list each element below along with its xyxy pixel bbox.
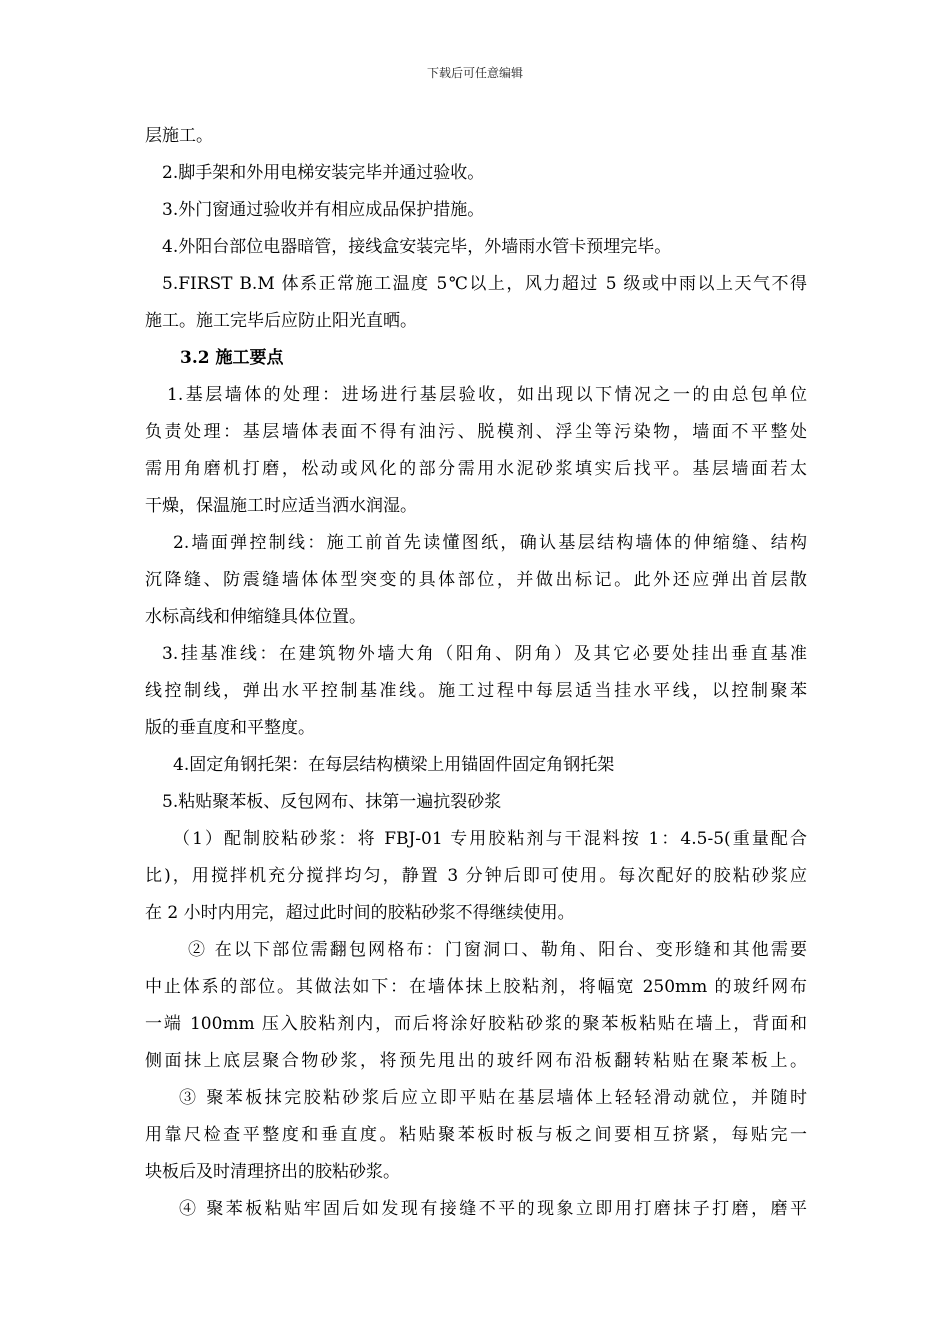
text-line: 5.FIRST B.M 体系正常施工温度 5℃以上，风力超过 5 级或中雨以上天气不得 <box>162 274 807 294</box>
text-line: 用靠尺检查平整度和垂直度。粘贴聚苯板时板与板之间要相互挤紧，每贴完一 <box>145 1125 807 1145</box>
text-line: 干燥，保温施工时应适当洒水润湿。 <box>145 496 417 516</box>
section-heading: 3.2 施工要点 <box>180 348 284 368</box>
text-line: 侧面抹上底层聚合物砂浆，将预先甩出的玻纤网布沿板翻转粘贴在聚苯板上。 <box>145 1051 807 1071</box>
text-line: ④ 聚苯板粘贴牢固后如发现有接缝不平的现象立即用打磨抹子打磨，磨平 <box>179 1199 807 1219</box>
text-line: 施工。施工完毕后应防止阳光直晒。 <box>145 311 417 331</box>
text-line: 中止体系的部位。其做法如下：在墙体抹上胶粘剂，将幅宽 250mm 的玻纤网布 <box>145 977 807 997</box>
document-body <box>145 118 807 1228</box>
text-line: ③ 聚苯板抹完胶粘砂浆后应立即平贴在基层墙体上轻轻滑动就位，并随时 <box>179 1088 807 1108</box>
text-line: 5.粘贴聚苯板、反包网布、抹第一遍抗裂砂浆 <box>162 792 502 812</box>
text-line: 4.固定角钢托架：在每层结构横梁上用锚固件固定角钢托架 <box>173 755 615 775</box>
text-line: 1.基层墙体的处理：进场进行基层验收，如出现以下情况之一的由总包单位 <box>167 385 807 405</box>
page-header-note: 下载后可任意编辑 <box>426 66 523 80</box>
text-line: 沉降缝、防震缝墙体体型突变的具体部位，并做出标记。此外还应弹出首层散 <box>145 570 807 590</box>
text-line: 水标高线和伸缩缝具体位置。 <box>145 607 366 627</box>
text-line: 一端 100mm 压入胶粘剂内，而后将涂好胶粘砂浆的聚苯板粘贴在墙上，背面和 <box>145 1014 807 1034</box>
text-line: 3.外门窗通过验收并有相应成品保护措施。 <box>162 200 485 220</box>
text-line: 2.脚手架和外用电梯安装完毕并通过验收。 <box>162 163 485 183</box>
text-line: 4.外阳台部位电器暗管，接线盒安装完毕，外墙雨水管卡预埋完毕。 <box>162 237 672 257</box>
text-line: 3.挂基准线：在建筑物外墙大角（阳角、阴角）及其它必要处挂出垂直基准 <box>162 644 807 664</box>
text-line: 在 2 小时内用完，超过此时间的胶粘砂浆不得继续使用。 <box>145 903 575 923</box>
text-line: 版的垂直度和平整度。 <box>145 718 315 738</box>
text-line: 线控制线，弹出水平控制基准线。施工过程中每层适当挂水平线，以控制聚苯 <box>145 681 807 701</box>
text-line: 比)，用搅拌机充分搅拌均匀，静置 3 分钟后即可使用。每次配好的胶粘砂浆应 <box>145 866 807 886</box>
text-line: 需用角磨机打磨，松动或风化的部分需用水泥砂浆填实后找平。基层墙面若太 <box>145 459 807 479</box>
text-line: 层施工。 <box>145 126 213 146</box>
text-line: 2.墙面弹控制线：施工前首先读懂图纸，确认基层结构墙体的伸缩缝、结构 <box>173 533 807 553</box>
text-line: 负责处理：基层墙体表面不得有油污、脱模剂、浮尘等污染物，墙面不平整处 <box>145 422 807 442</box>
text-line: ② 在以下部位需翻包网格布：门窗洞口、勒角、阳台、变形缝和其他需要 <box>188 940 807 960</box>
text-line: 块板后及时清理挤出的胶粘砂浆。 <box>145 1162 400 1182</box>
text-line: （1）配制胶粘砂浆：将 FBJ-01 专用胶粘剂与干混料按 1：4.5-5(重量配合 <box>173 829 807 849</box>
